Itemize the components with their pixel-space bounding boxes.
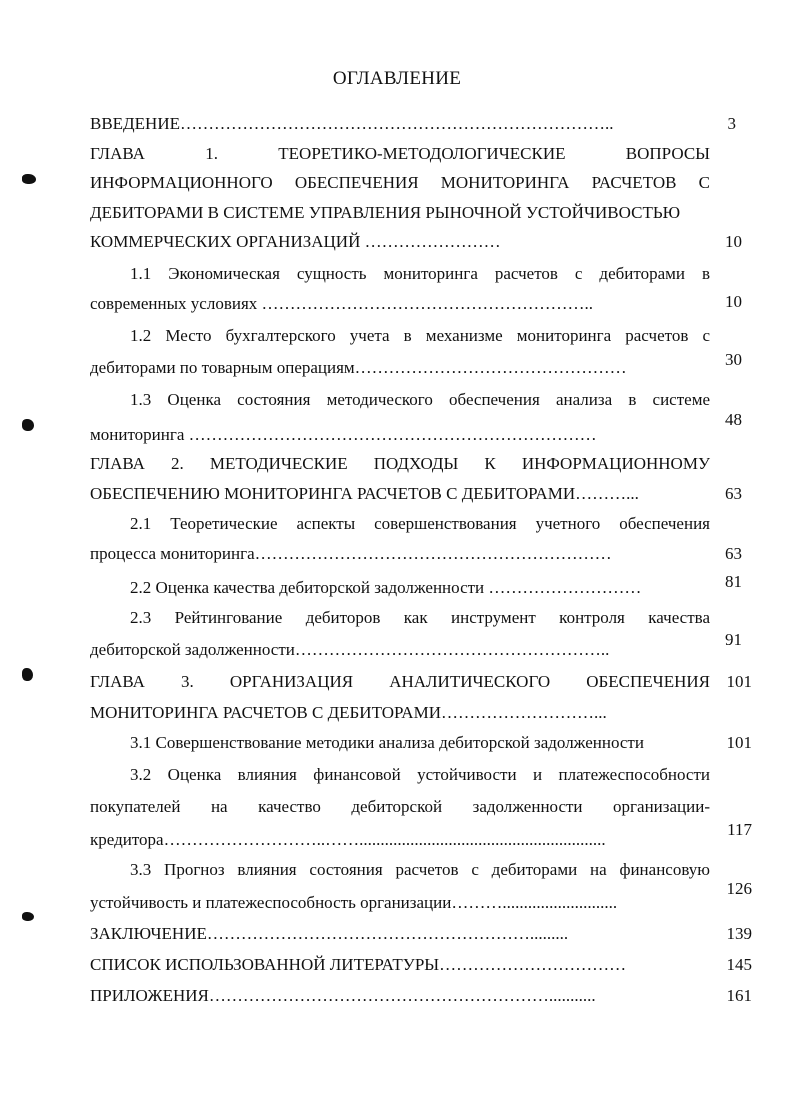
- toc-line: кредитора………………………..……..........................................................: [90, 830, 606, 849]
- toc-page-number: 10: [725, 232, 742, 251]
- toc-line: ДЕБИТОРАМИ В СИСТЕМЕ УПРАВЛЕНИЯ РЫНОЧНОЙ УСТОЙЧИВОСТЬЮ: [90, 203, 681, 222]
- toc-line: 2.3 Рейтингование дебиторов как инструмент контроля качества: [130, 608, 710, 627]
- scan-mark: [22, 912, 34, 921]
- toc-line: 1.1 Экономическая сущность мониторинга расчетов с дебиторами в: [130, 264, 710, 283]
- toc-line: современных условиях …………………………………………………..: [90, 294, 594, 313]
- toc-line: 1.3 Оценка состояния методического обеспечения анализа в системе: [130, 390, 710, 409]
- toc-page-number: 101: [726, 672, 752, 691]
- toc-line: 3.2 Оценка влияния финансовой устойчивости и платежеспособности: [130, 765, 710, 784]
- toc-line: ГЛАВА 1. ТЕОРЕТИКО-МЕТОДОЛОГИЧЕСКИЕ ВОПРОСЫ: [90, 144, 710, 163]
- toc-page-number: 10: [725, 292, 742, 311]
- toc-line: покупателей на качество дебиторской задолженности организации-: [90, 797, 710, 816]
- toc-line: КОММЕРЧЕСКИХ ОРГАНИЗАЦИЙ ……………………: [90, 232, 501, 251]
- toc-title: ОГЛАВЛЕНИЕ: [332, 68, 462, 89]
- toc-line: 1.2 Место бухгалтерского учета в механизме мониторинга расчетов с: [130, 326, 710, 345]
- toc-line: 2.1 Теоретические аспекты совершенствования учетного обеспечения: [130, 514, 710, 533]
- toc-line: ЗАКЛЮЧЕНИЕ………………………………………………….........: [90, 924, 569, 943]
- toc-page-number: 30: [725, 350, 742, 369]
- toc-line: 3.1 Совершенствование методики анализа дебиторской задолженности: [130, 733, 644, 752]
- toc-line: процесса мониторинга………………………………………………………: [90, 544, 612, 563]
- toc-page-number: 126: [726, 879, 752, 898]
- scan-mark: [22, 174, 36, 184]
- scan-mark: [22, 419, 34, 431]
- toc-line: ИНФОРМАЦИОННОГО ОБЕСПЕЧЕНИЯ МОНИТОРИНГА РАСЧЕТОВ С: [90, 173, 710, 192]
- toc-line: ПРИЛОЖЕНИЯ……………………………………………………...........: [90, 986, 596, 1005]
- toc-page-number: 3: [727, 114, 736, 133]
- toc-page-number: 117: [727, 820, 752, 839]
- toc-line: мониторинга ………………………………………………………………: [90, 425, 597, 444]
- toc-line: устойчивость и платежеспособность организации………...........................: [90, 893, 618, 912]
- toc-line: дебиторской задолженности………………………………………………..: [90, 640, 610, 659]
- toc-page-number: 139: [726, 924, 752, 943]
- toc-page-number: 101: [726, 733, 752, 752]
- toc-page-number: 63: [725, 544, 742, 563]
- toc-page-number: 91: [725, 630, 742, 649]
- toc-page-number: 161: [726, 986, 752, 1005]
- toc-line: СПИСОК ИСПОЛЬЗОВАННОЙ ЛИТЕРАТУРЫ……………………………: [90, 955, 627, 974]
- toc-line: ОБЕСПЕЧЕНИЮ МОНИТОРИНГА РАСЧЕТОВ С ДЕБИТОРАМИ………...: [90, 484, 639, 503]
- toc-line: МОНИТОРИНГА РАСЧЕТОВ С ДЕБИТОРАМИ………………………...: [90, 703, 607, 722]
- toc-line: ГЛАВА 2. МЕТОДИЧЕСКИЕ ПОДХОДЫ К ИНФОРМАЦИОННОМУ: [90, 454, 710, 473]
- toc-line: дебиторами по товарным операциям…………………………………………: [90, 358, 627, 377]
- toc-line: 2.2 Оценка качества дебиторской задолженности ………………………: [130, 578, 642, 597]
- toc-page-number: 48: [725, 410, 742, 429]
- toc-page-number: 63: [725, 484, 742, 503]
- toc-page-number: 145: [726, 955, 752, 974]
- toc-line: 3.3 Прогноз влияния состояния расчетов с дебиторами на финансовую: [130, 860, 710, 879]
- toc-line: ВВЕДЕНИЕ…………………………………………………………………..: [90, 114, 614, 133]
- scan-mark: [22, 668, 33, 681]
- toc-page-number: 81: [725, 572, 742, 591]
- toc-line: ГЛАВА 3. ОРГАНИЗАЦИЯ АНАЛИТИЧЕСКОГО ОБЕСПЕЧЕНИЯ: [90, 672, 710, 691]
